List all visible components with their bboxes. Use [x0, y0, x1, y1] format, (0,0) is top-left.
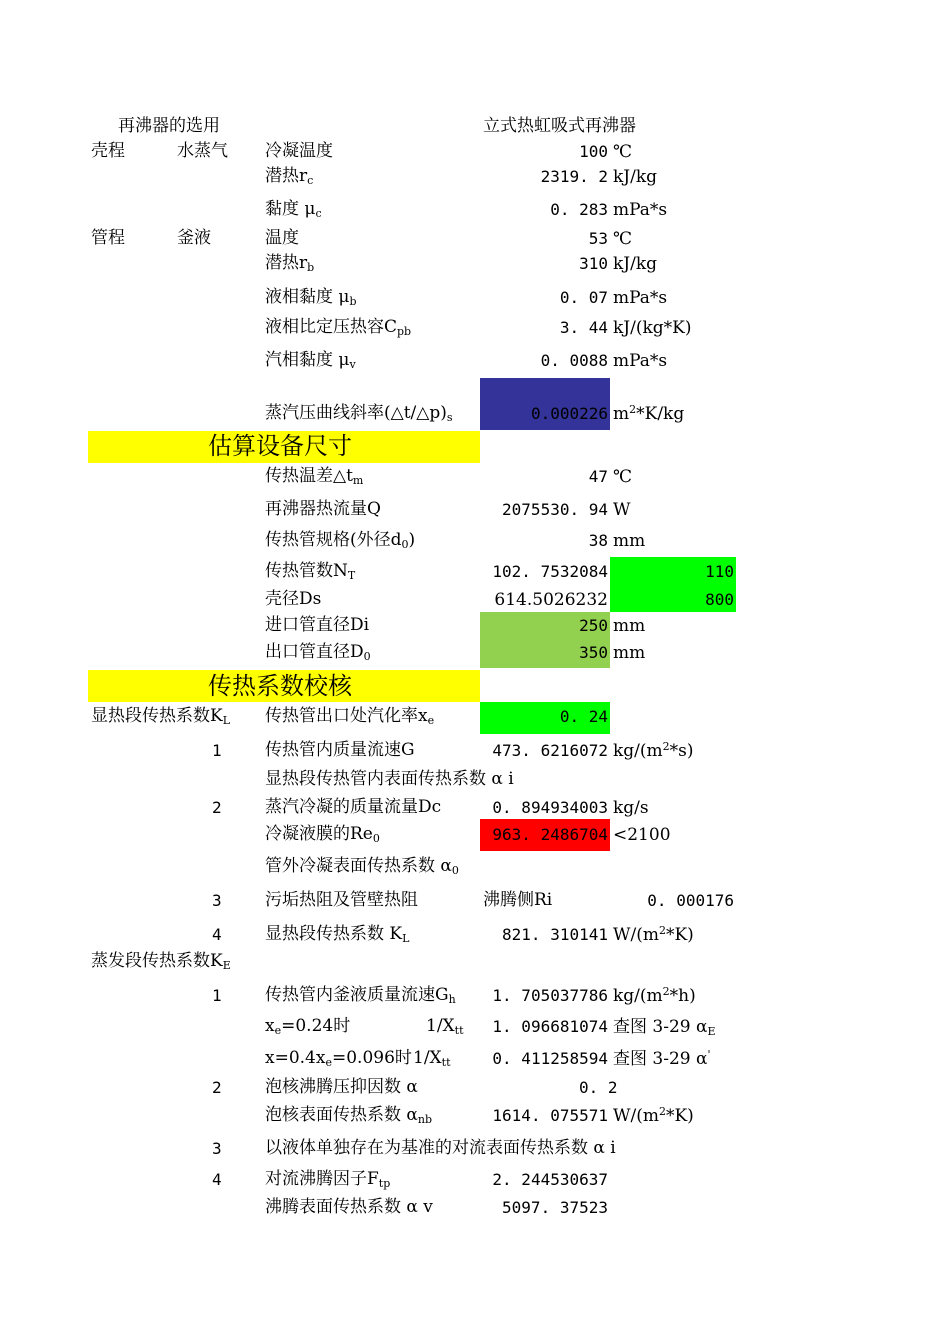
boiling-side-ri-value: 0. 000176: [647, 891, 734, 910]
liquid-viscosity-unit: mPa*s: [613, 288, 668, 308]
step-number: 4: [212, 1170, 222, 1189]
film-reynolds-value: 963. 2486704: [492, 825, 608, 844]
vaporization-rate-label: 传热管出口处汽化率$x_e$: [265, 706, 435, 727]
temp-diff-label: 传热温差$\triangle t_m$: [265, 466, 364, 487]
outer-condense-coeff-label: 管外冷凝表面传热系数 $\alpha_0$: [265, 856, 459, 877]
shell-latent-heat-label: 潜热$r_c$: [265, 166, 314, 187]
step-number: 1: [212, 741, 222, 760]
tube-count-label: 传热管数$N_T$: [265, 561, 356, 582]
vapor-pressure-slope-label: 蒸汽压曲线斜率$(\triangle t/\triangle p)_s$: [265, 403, 453, 424]
tube-medium-label: 釜液: [177, 228, 211, 248]
shell-viscosity-label: 黏度 $\mu_c$: [265, 199, 322, 220]
tube-latent-heat-value: 310: [579, 254, 608, 273]
sensible-kl-unit: $W/(m^2*K)$: [613, 924, 694, 945]
sensible-section-title: 显热段传热系数$K_L$: [91, 706, 231, 727]
sensible-kl-value: 821. 310141: [502, 925, 608, 944]
boiling-coeff-label: 沸腾表面传热系数 α v: [265, 1197, 433, 1217]
liquid-heat-capacity-value: 3. 44: [559, 318, 608, 337]
condensate-flow-unit: kg/s: [613, 798, 649, 818]
tube-spec-value: 38: [588, 531, 608, 550]
step-number: 3: [212, 1139, 222, 1158]
heat-flow-value: 2075530. 94: [502, 500, 608, 519]
mass-velocity-unit: $kg/(m^2*s)$: [613, 740, 694, 761]
tube-temp-unit: ℃: [613, 229, 633, 249]
condense-temp-label: 冷凝温度: [265, 141, 333, 161]
condensate-flow-value: 0. 894934003: [492, 798, 608, 817]
xe-condition-label: $x_e=0.24$时: [265, 1016, 351, 1037]
mass-velocity-value: 473. 6216072: [492, 741, 608, 760]
inlet-diameter-label: 进口管直径Di: [265, 615, 370, 635]
inverse-xtt-label-2: $1/X_{tt}$: [413, 1048, 451, 1069]
outlet-diameter-value: 350: [579, 643, 608, 662]
evaporation-section-title: 蒸发段传热系数$K_E$: [91, 951, 231, 972]
heat-flow-unit: W: [613, 500, 631, 520]
outlet-diameter-label: 出口管直径$D_0$: [265, 642, 371, 663]
tube-count-rounded: 110: [705, 562, 734, 581]
condense-temp-value: 100: [579, 142, 608, 161]
shell-side-label: 壳程: [91, 141, 125, 161]
check-header-title: 传热系数校核: [208, 672, 352, 700]
step-number: 4: [212, 925, 222, 944]
shell-diameter-value: 614.5026232: [494, 590, 608, 610]
vapor-pressure-slope-unit: $m^2*K/kg$: [613, 403, 685, 424]
shell-latent-heat-unit: kJ/kg: [613, 167, 658, 187]
convective-boiling-factor-value: 2. 244530637: [492, 1170, 608, 1189]
estimate-header-title: 估算设备尺寸: [208, 432, 352, 460]
reboiler-type-value: 立式热虹吸式再沸器: [483, 116, 636, 136]
shell-diameter-rounded: 800: [705, 590, 734, 609]
heat-flow-label: 再沸器热流量Q: [265, 499, 381, 519]
inlet-diameter-value: 250: [579, 616, 608, 635]
step-number: 3: [212, 891, 222, 910]
step-number: 2: [212, 798, 222, 817]
temp-diff-value: 47: [588, 467, 608, 486]
inverse-xtt-value: 1. 096681074: [492, 1017, 608, 1036]
tube-temp-value: 53: [588, 229, 608, 248]
nucleate-coeff-label: 泡核表面传热系数 $\alpha_{nb}$: [265, 1105, 433, 1126]
nucleate-suppression-label: 泡核沸腾压抑因数 α: [265, 1077, 418, 1097]
liquid-only-convective-coeff-label: 以液体单独存在为基准的对流表面传热系数 α i: [265, 1138, 616, 1158]
nucleate-coeff-value: 1614. 075571: [492, 1106, 608, 1125]
shell-diameter-label: 壳径Ds: [265, 589, 322, 609]
sensible-kl-label: 显热段传热系数 $K_L$: [265, 924, 410, 945]
inverse-xtt-label: $1/X_{tt}$: [426, 1016, 464, 1037]
liquid-viscosity-label: 液相黏度 $\mu_b$: [265, 287, 357, 308]
shell-viscosity-unit: mPa*s: [613, 200, 668, 220]
kettle-mass-velocity-value: 1. 705037786: [492, 986, 608, 1005]
sensible-inner-coeff-label: 显热段传热管内表面传热系数 α i: [265, 769, 514, 789]
inlet-diameter-unit: mm: [613, 616, 646, 636]
chart-lookup-alpha-e: 查图 3-29 $\alpha_E$: [613, 1017, 716, 1038]
tube-latent-heat-label: 潜热$r_b$: [265, 253, 315, 274]
vapor-pressure-slope-value: 0.000226: [530, 404, 608, 423]
fouling-resistance-label: 污垢热阻及管壁热阻: [265, 890, 418, 910]
vapor-viscosity-label: 汽相黏度 $\mu_v$: [265, 350, 356, 371]
shell-medium-label: 水蒸气: [177, 141, 228, 161]
tube-side-label: 管程: [91, 228, 125, 248]
boiling-coeff-value: 5097. 37523: [502, 1198, 608, 1217]
vapor-viscosity-value: 0. 0088: [540, 351, 608, 370]
step-number: 2: [212, 1078, 222, 1097]
nucleate-coeff-unit: $W/(m^2*K)$: [613, 1105, 694, 1126]
nucleate-suppression-value: 0. 2: [579, 1078, 618, 1097]
vapor-viscosity-unit: mPa*s: [613, 351, 668, 371]
tube-latent-heat-unit: kJ/kg: [613, 254, 658, 274]
shell-viscosity-value: 0. 283: [550, 200, 608, 219]
outlet-diameter-unit: mm: [613, 643, 646, 663]
tube-temp-label: 温度: [265, 228, 299, 248]
temp-diff-unit: ℃: [613, 467, 633, 487]
liquid-viscosity-value: 0. 07: [559, 288, 608, 307]
kettle-mass-velocity-label: 传热管内釜液质量流速$G_h$: [265, 985, 456, 1006]
liquid-heat-capacity-label: 液相比定压热容$C_{pb}$: [265, 317, 412, 338]
step-number: 1: [212, 986, 222, 1005]
x-condition-label: $x=0.4x_e=0.096$时: [265, 1048, 412, 1069]
chart-lookup-alpha-prime: 查图 3-29 α': [613, 1048, 711, 1069]
condensate-flow-label: 蒸汽冷凝的质量流量Dc: [265, 797, 442, 817]
reboiler-selection-label: 再沸器的选用: [118, 116, 220, 136]
boiling-side-ri-label: 沸腾侧Ri: [483, 890, 553, 910]
tube-count-value: 102. 7532084: [492, 562, 608, 581]
mass-velocity-label: 传热管内质量流速G: [265, 740, 415, 760]
liquid-heat-capacity-unit: kJ/(kg*K): [613, 318, 692, 338]
inverse-xtt-value-2: 0. 411258594: [492, 1049, 608, 1068]
film-reynolds-limit: <2100: [613, 825, 671, 845]
film-reynolds-label: 冷凝液膜的$Re_0$: [265, 824, 380, 845]
kettle-mass-velocity-unit: $kg/(m^2*h)$: [613, 985, 696, 1006]
shell-latent-heat-value: 2319. 2: [540, 167, 608, 186]
vaporization-rate-value: 0. 24: [559, 707, 608, 726]
tube-spec-unit: mm: [613, 531, 646, 551]
tube-spec-label: 传热管规格(外径$d_0$): [265, 530, 416, 551]
convective-boiling-factor-label: 对流沸腾因子$F_{tp}$: [265, 1169, 391, 1190]
condense-temp-unit: ℃: [613, 142, 633, 162]
